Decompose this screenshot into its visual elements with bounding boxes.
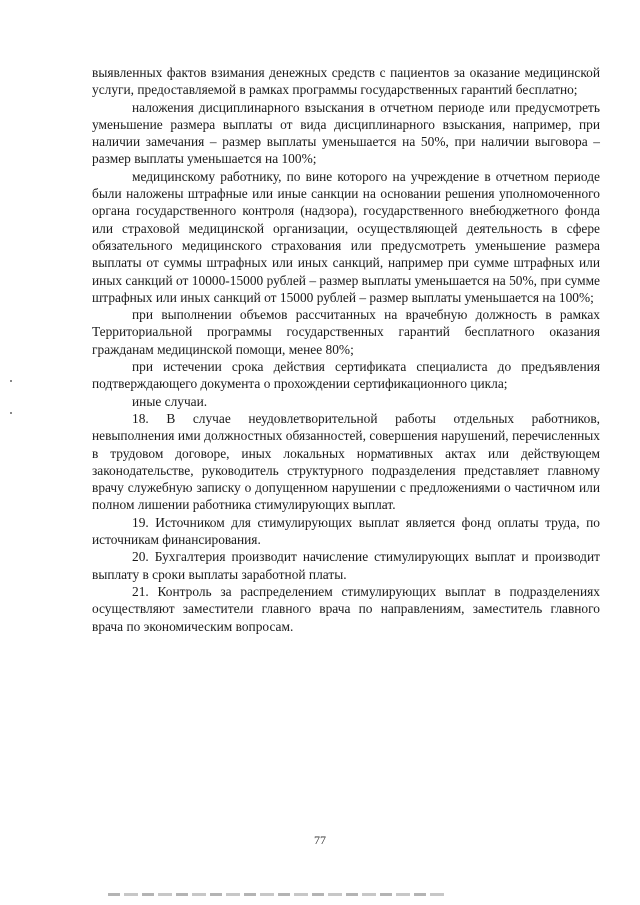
scan-edge-artifact (108, 893, 448, 896)
paragraph-21: 21. Контроль за распределением стимулирующих выплат в подразделениях осуществляют заместители главного врача по направлениям, заместитель главного врача по экономическим вопросам. (92, 583, 600, 634)
paragraph-19: 19. Источником для стимулирующих выплат является фонд оплаты труда, по источникам финансирования. (92, 514, 600, 548)
document-body (92, 64, 600, 635)
paragraph-18: 18. В случае неудовлетворительной работы отдельных работников, невыполнения ими должностных обязанностей, совершения нарушений, перечисленных в трудовом договоре, иных локальных нормативных актах или действующем законодательстве, руководитель структурного подразделения представляет главному врачу служебную записку о допущенном нарушении с предложениями о частичном или полном лишении работника стимулирующих выплат. (92, 410, 600, 513)
scan-artifact (10, 380, 12, 382)
paragraph-5: при истечении срока действия сертификата специалиста до предъявления подтверждающего документа о прохождении сертификационного цикла; (92, 359, 600, 392)
paragraph-3: медицинскому работнику, по вине которого на учреждение в отчетном периоде были наложены штрафные или иные санкции на основании решения уполномоченного органа государственного контроля (надзора), государственного внебюджетного фонда или страховой медицинской организации, осуществляющей деятельность в сфере обязательного медицинского страхования или предусмотреть уменьшение размера выплаты от суммы штрафных или иных санкций, например при сумме штрафных или иных санкций от 10000-15000 рублей – размер выплаты уменьшается на 50%, при сумме штрафных или иных санкций от 15000 рублей – размер выплаты уменьшается на 100%; (92, 168, 600, 305)
paragraph-6: иные случаи. (132, 393, 208, 409)
paragraph-2: наложения дисциплинарного взыскания в отчетном периоде или предусмотреть уменьшение размера выплаты от вида дисциплинарного взыскания, например, при наличии замечания – размер выплаты уменьшается на 50%, при наличии выговора – размер выплаты уменьшается на 100%; (92, 99, 600, 167)
paragraph-20: 20. Бухгалтерия производит начисление стимулирующих выплат и производит выплату в сроки выплаты заработной платы. (92, 549, 600, 582)
paragraph-4: при выполнении объемов рассчитанных на врачебную должность в рамках Территориальной программы государственных гарантий бесплатного оказания гражданам медицинской помощи, менее 80%; (92, 307, 600, 357)
scan-artifact (10, 412, 12, 414)
page-number: 77 (314, 833, 326, 847)
paragraph-1: выявленных фактов взимания денежных средств с пациентов за оказание медицинской услуги, предоставляемой в рамках программы государственных гарантий бесплатно; (92, 65, 600, 98)
